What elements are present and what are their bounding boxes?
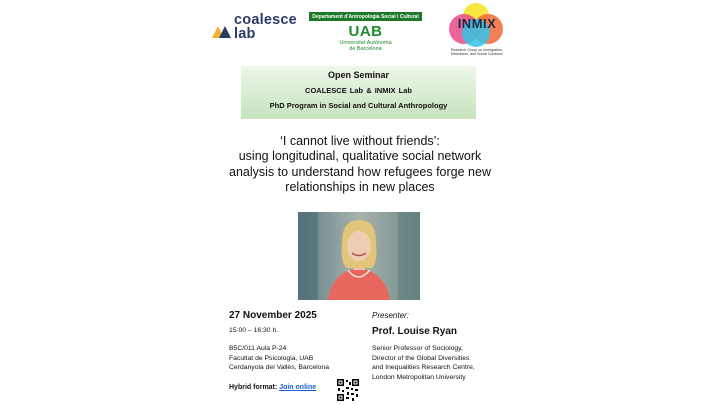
coalesce-logo-text: coalesce lab bbox=[234, 12, 297, 42]
event-time: 15:00 – 16:30 h. bbox=[229, 327, 279, 334]
banner-heading: Open Seminar bbox=[327, 70, 390, 80]
event-venue: B5C/011 Aula P-24 Facultat de Psicologia, UAB Cerdanyola del Vallès, Barcelona bbox=[229, 345, 329, 372]
banner-labs: COALESCE Lab & INMIX Lab bbox=[305, 86, 412, 95]
presenter-label: Presenter: bbox=[372, 311, 409, 320]
presenter-portrait-icon bbox=[298, 212, 420, 300]
presenter-photo bbox=[298, 212, 420, 300]
coalesce-lab-logo bbox=[212, 12, 297, 42]
seminar-banner bbox=[241, 66, 476, 119]
uab-department: Departament d'Antropologia Social i Cultural bbox=[309, 12, 422, 21]
presenter-name: Prof. Louise Ryan bbox=[372, 326, 458, 337]
talk-title: ‘I cannot live without friends’: using longitudinal, qualitative social network analysis to understand how refugees forge new relationships in new places bbox=[229, 134, 491, 195]
uab-subtitle-2: de Barcelona bbox=[349, 46, 382, 52]
presenter-bio: Senior Professor of Sociology, Director of the Global Diversities and Inequalities Research Centre, London Metropolitan University bbox=[372, 345, 475, 381]
join-online-link[interactable]: Join online bbox=[279, 384, 317, 391]
inmix-logo-text: INMIX bbox=[457, 16, 497, 31]
uab-name: UAB bbox=[348, 23, 383, 40]
uab-logo bbox=[309, 12, 422, 56]
event-date: 27 November 2025 bbox=[229, 310, 317, 321]
hybrid-label: Hybrid format: bbox=[229, 384, 278, 391]
qr-code-icon[interactable] bbox=[336, 378, 360, 402]
inmix-logo bbox=[444, 2, 510, 60]
coalesce-mark-icon bbox=[212, 26, 232, 38]
inmix-subtitle: Research Group on Immigration, Mixedness, and Social Cohesion bbox=[450, 48, 504, 57]
uab-subtitle-1: Universitat Autònoma bbox=[339, 40, 392, 46]
hybrid-format bbox=[229, 384, 316, 391]
banner-program: PhD Program in Social and Cultural Anthropology bbox=[269, 101, 448, 110]
